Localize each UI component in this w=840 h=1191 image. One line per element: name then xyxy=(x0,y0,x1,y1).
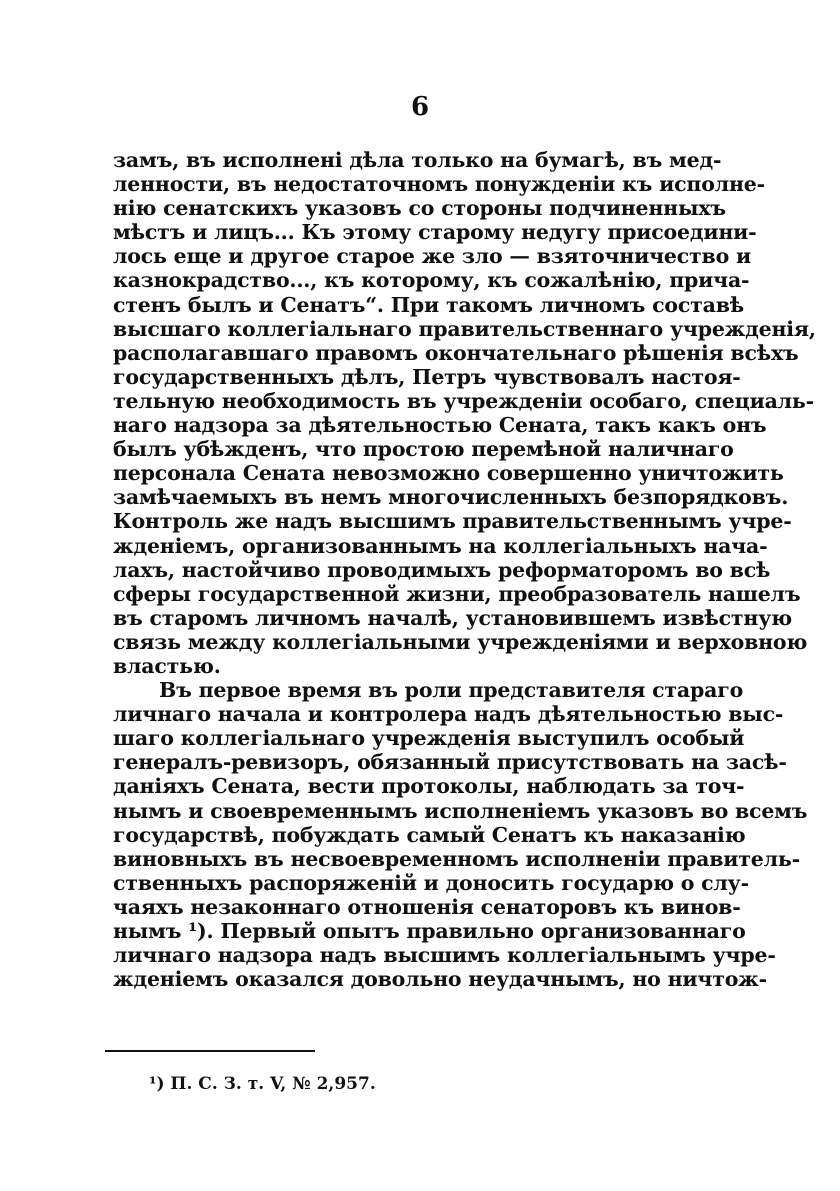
text-line: чаяхъ незаконнаго отношенія сенаторовъ къ винов- xyxy=(113,894,741,919)
text-line: государственныхъ дѣлъ, Петръ чувствовалъ настоя- xyxy=(113,364,741,389)
text-line: связь между коллегіальными учрежденіями и верховною xyxy=(113,629,808,654)
text-line: мѣстъ и лицъ... Къ этому старому недугу присоедини- xyxy=(113,220,757,245)
text-line: жденіемъ оказался довольно неудачнымъ, но ничтож- xyxy=(113,967,767,992)
footnote-divider xyxy=(105,1050,315,1052)
text-line: высшаго коллегіальнаго правительственнаго учрежденія, xyxy=(113,316,816,341)
text-line: наго надзора за дѣятельностью Сената, такъ какъ онъ xyxy=(113,413,767,438)
text-line: нымъ ¹). Первый опытъ правильно организованнаго xyxy=(113,919,746,943)
text-line: личнаго начала и контролера надъ дѣятельностью выс- xyxy=(113,702,784,727)
text-line: замѣчаемыхъ въ немъ многочисленныхъ безпорядковъ. xyxy=(113,485,789,510)
text-line: стенъ былъ и Сенатъ“. При такомъ личномъ составѣ xyxy=(113,292,744,317)
text-line: былъ убѣжденъ, что простою перемѣной наличнаго xyxy=(113,437,734,462)
text-line: даніяхъ Сената, вести протоколы, наблюдать за точ- xyxy=(113,774,745,799)
text-line: ленности, въ недостаточномъ понужденіи къ исполне- xyxy=(113,172,765,197)
text-line: казнокрадство..., къ которому, къ сожалѣнію, прича- xyxy=(113,268,750,293)
body-text xyxy=(113,148,816,992)
text-line: нію сенатскихъ указовъ со стороны подчиненныхъ xyxy=(113,196,726,221)
text-line: сферы государственной жизни, преобразователь нашелъ xyxy=(113,581,801,606)
text-line: Контроль же надъ высшимъ правительственнымъ учре- xyxy=(113,509,792,534)
text-line: лахъ, настойчиво проводимыхъ реформаторомъ во всѣ xyxy=(113,557,771,582)
page-number: 6 xyxy=(410,92,430,122)
text-line: Въ первое время въ роли представителя стараго xyxy=(159,678,744,703)
text-line: замъ, въ исполнені дѣла только на бумагѣ, въ мед- xyxy=(113,148,722,172)
text-line: жденіемъ, организованнымъ на коллегіальныхъ нача- xyxy=(113,533,768,558)
text-line: виновныхъ въ несвоевременномъ исполненіи правитель- xyxy=(113,846,800,871)
text-line: располагавшаго правомъ окончательнаго рѣшенія всѣхъ xyxy=(113,340,799,365)
text-line: властью. xyxy=(113,653,221,678)
text-line: персонала Сената невозможно совершенно уничтожить xyxy=(113,461,784,486)
text-line: въ старомъ личномъ началѣ, установившемъ извѣстную xyxy=(113,605,792,630)
text-line: шаго коллегіальнаго учрежденія выступилъ особый xyxy=(113,726,745,751)
text-line: ственныхъ распоряженій и доносить государю о слу- xyxy=(113,870,749,895)
text-line: генералъ-ревизоръ, обязанный присутствовать на засѣ- xyxy=(113,750,787,775)
text-line: личнаго надзора надъ высшимъ коллегіальнымъ учре- xyxy=(113,943,776,968)
text-line: лось еще и другое старое же зло — взяточничество и xyxy=(113,244,752,269)
text-line: государствѣ, побуждать самый Сенатъ къ наказанію xyxy=(113,822,746,847)
text-line: тельную необходимость въ учрежденіи особаго, специаль- xyxy=(113,388,814,413)
footnote: ¹) П. С. З. т. V, № 2,957. xyxy=(149,1074,376,1094)
text-line: нымъ и своевременнымъ исполненіемъ указовъ во всемъ xyxy=(113,798,808,823)
